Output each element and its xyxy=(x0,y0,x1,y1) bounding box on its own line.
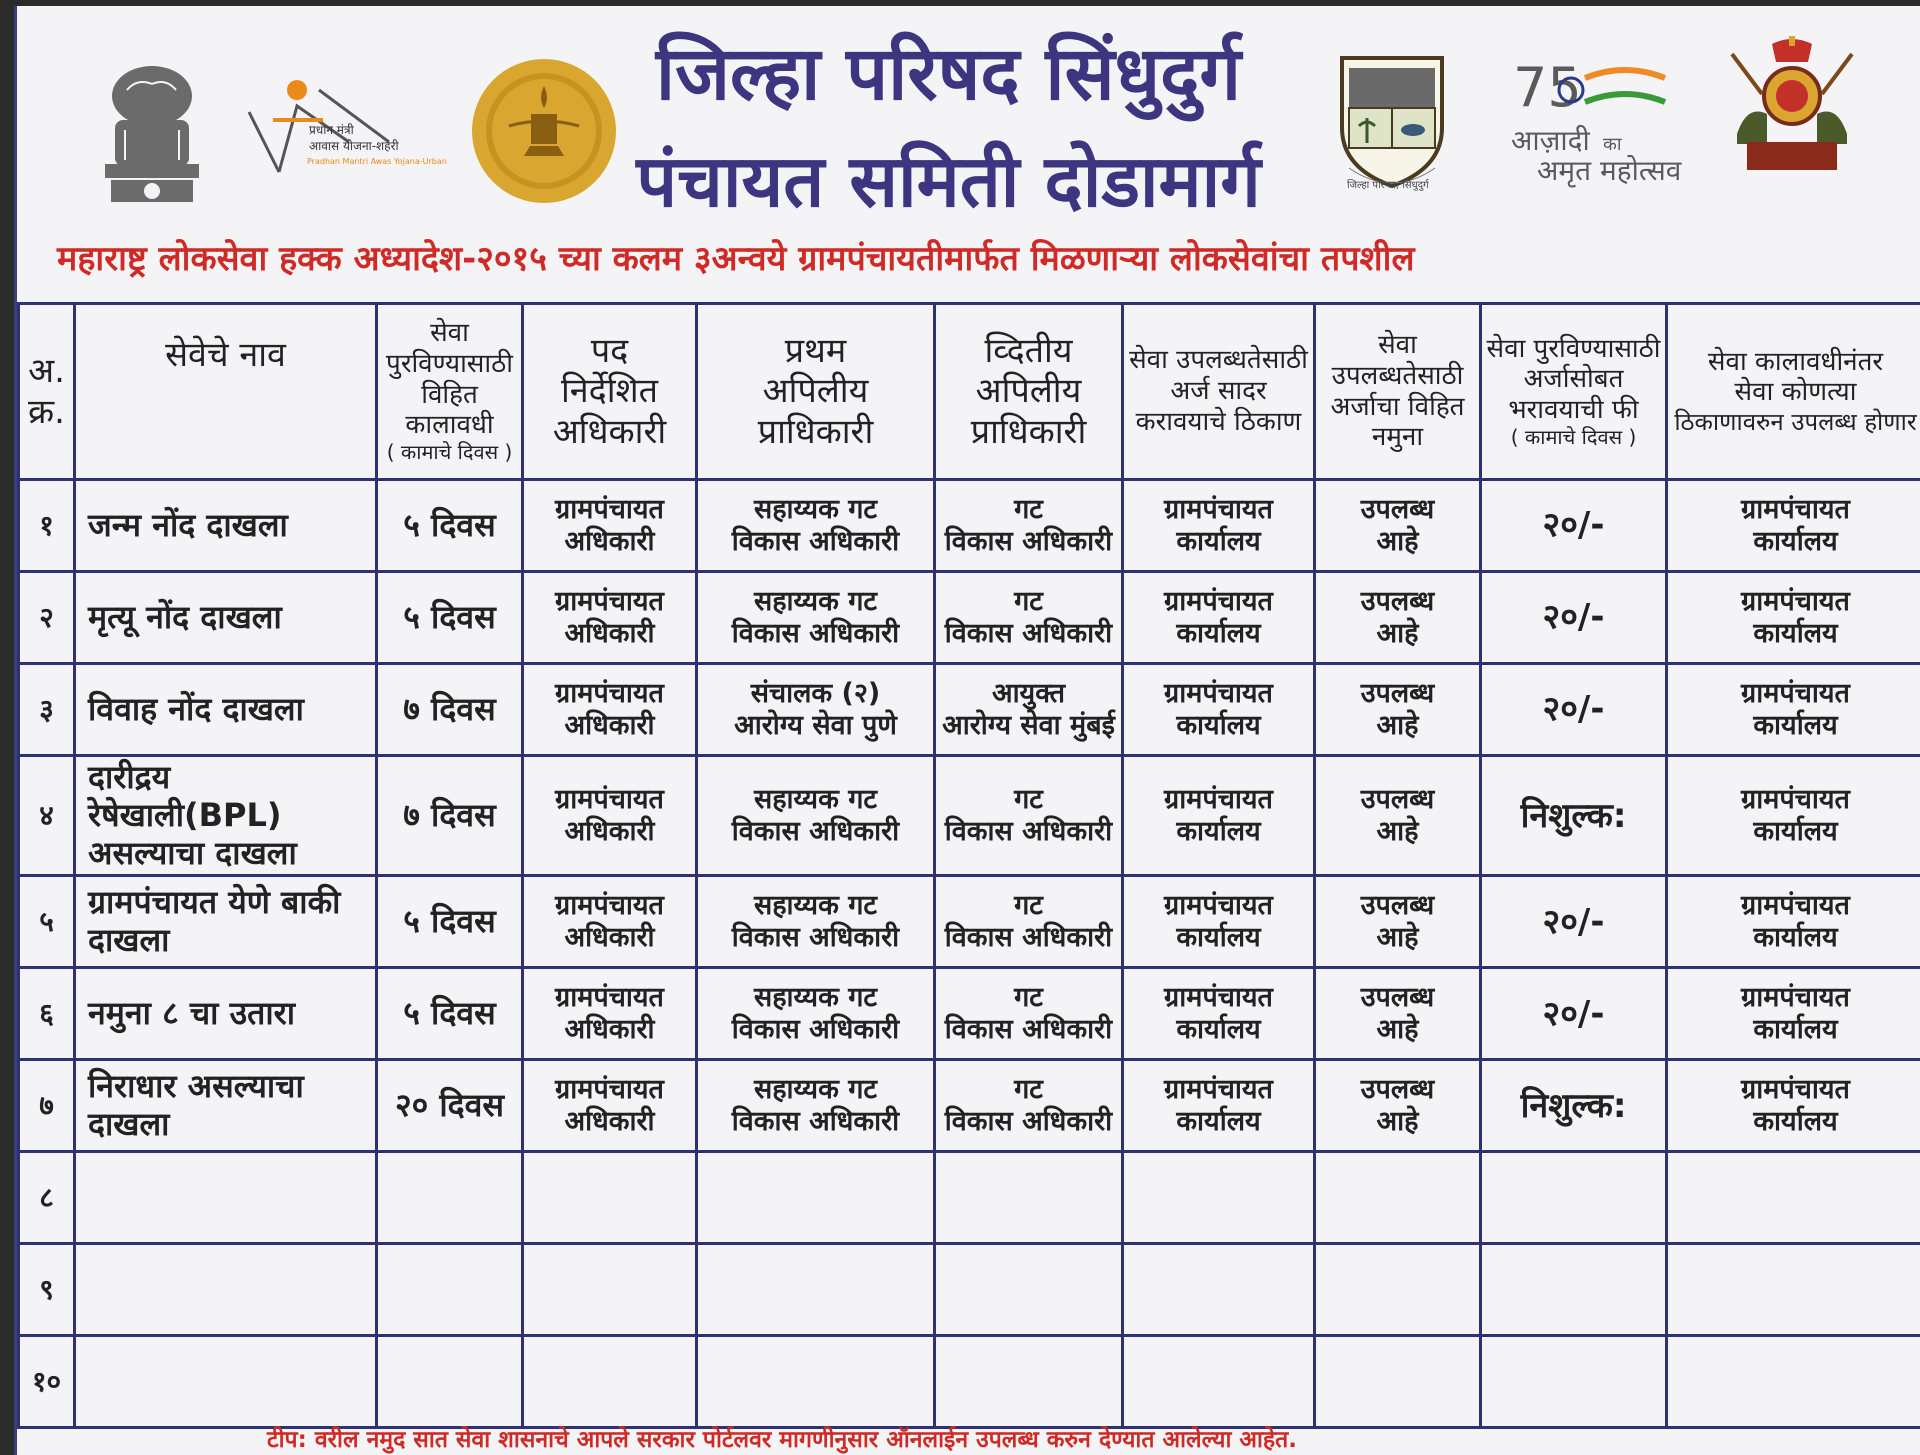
cell-empty xyxy=(377,1152,523,1244)
cell-period: ५ दिवस xyxy=(377,572,523,664)
table-row xyxy=(19,756,1920,876)
azadi-line2: अमृत महोत्सव xyxy=(1537,154,1682,187)
cell-first-appeal: सहाय्यक गट विकास अधिकारी xyxy=(697,876,935,968)
cell-empty xyxy=(377,1336,523,1428)
cell-first-appeal: संचालक (२) आरोग्य सेवा पुणे xyxy=(697,664,935,756)
table-row-empty xyxy=(19,1244,1920,1336)
cell-empty xyxy=(523,1244,697,1336)
cell-officer: ग्रामपंचायत अधिकारी xyxy=(523,968,697,1060)
cell-form: उपलब्ध आहे xyxy=(1315,876,1481,968)
cell-empty xyxy=(935,1152,1123,1244)
cell-officer: ग्रामपंचायत अधिकारी xyxy=(523,480,697,572)
header-fee: सेवा पुरविण्यासाठी अर्जासोबत भरावयाची फी ( कामाचे दिवस ) xyxy=(1481,304,1667,480)
pmay-logo-line3: Pradhan Mantri Awas Yojana-Urban xyxy=(307,157,447,166)
cell-second-appeal: गट विकास अधिकारी xyxy=(935,572,1123,664)
cell-officer: ग्रामपंचायत अधिकारी xyxy=(523,876,697,968)
table-row-empty xyxy=(19,1336,1920,1428)
cell-officer: ग्रामपंचायत अधिकारी xyxy=(523,756,697,876)
table-row xyxy=(19,480,1920,572)
cell-empty xyxy=(1667,1244,1920,1336)
cell-service-name: निराधार असल्याचा दाखला xyxy=(75,1060,377,1152)
zp-crest-label: जिल्हा परिषद, सिंधुदुर्ग xyxy=(1347,180,1429,191)
cell-form: उपलब्ध आहे xyxy=(1315,480,1481,572)
cell-apply-place: ग्रामपंचायत कार्यालय xyxy=(1123,876,1315,968)
cell-fee: २०/- xyxy=(1481,968,1667,1060)
cell-delivery-place: ग्रामपंचायत कार्यालय xyxy=(1667,756,1920,876)
cell-first-appeal: सहाय्यक गट विकास अधिकारी xyxy=(697,572,935,664)
table-header-row xyxy=(19,304,1920,480)
cell-first-appeal: सहाय्यक गट विकास अधिकारी xyxy=(697,756,935,876)
cell-empty xyxy=(1481,1336,1667,1428)
cell-empty xyxy=(697,1152,935,1244)
cell-empty xyxy=(1315,1244,1481,1336)
cell-sr: ३ xyxy=(19,664,75,756)
cell-empty xyxy=(1481,1152,1667,1244)
cell-empty xyxy=(1123,1244,1315,1336)
cell-delivery-place: ग्रामपंचायत कार्यालय xyxy=(1667,572,1920,664)
cell-fee: निशुल्क: xyxy=(1481,756,1667,876)
cell-sr: १ xyxy=(19,480,75,572)
cell-sr: २ xyxy=(19,572,75,664)
cell-fee: २०/- xyxy=(1481,480,1667,572)
cell-delivery-place: ग्रामपंचायत कार्यालय xyxy=(1667,664,1920,756)
cell-apply-place: ग्रामपंचायत कार्यालय xyxy=(1123,968,1315,1060)
cell-empty xyxy=(1315,1336,1481,1428)
cell-period: २० दिवस xyxy=(377,1060,523,1152)
cell-period: ७ दिवस xyxy=(377,664,523,756)
cell-delivery-place: ग्रामपंचायत कार्यालय xyxy=(1667,968,1920,1060)
cell-fee: २०/- xyxy=(1481,572,1667,664)
title-panchayat-samiti: पंचायत समिती दोडामार्ग xyxy=(636,139,1261,223)
pmay-logo-line1: प्रधान मंत्री xyxy=(309,123,354,137)
cell-empty xyxy=(935,1244,1123,1336)
cell-second-appeal: गट विकास अधिकारी xyxy=(935,968,1123,1060)
cell-first-appeal: सहाय्यक गट विकास अधिकारी xyxy=(697,1060,935,1152)
cell-service-name: ग्रामपंचायत येणे बाकी दाखला xyxy=(75,876,377,968)
header-sr: अ. क्र. xyxy=(19,304,75,480)
cell-period: ५ दिवस xyxy=(377,876,523,968)
header-delivery-place: सेवा कालावधीनंतर सेवा कोणत्या ठिकाणावरुन उपलब्ध होणार xyxy=(1667,304,1920,480)
cell-empty xyxy=(523,1152,697,1244)
azadi-line1b: का xyxy=(1603,134,1622,155)
header-officer: पद निर्देशित अधिकारी xyxy=(523,304,697,480)
header-second-appeal: व्दितीय अपिलीय प्राधिकारी xyxy=(935,304,1123,480)
zp-sindhudurg-crest-icon xyxy=(1327,48,1457,198)
cell-period: ७ दिवस xyxy=(377,756,523,876)
cell-second-appeal: गट विकास अधिकारी xyxy=(935,876,1123,968)
cell-empty xyxy=(1315,1152,1481,1244)
table-row xyxy=(19,876,1920,968)
cell-fee: २०/- xyxy=(1481,664,1667,756)
header-form: सेवा उपलब्धतेसाठी अर्जाचा विहित नमुना xyxy=(1315,304,1481,480)
table-row xyxy=(19,664,1920,756)
footer-note: टीप: वरील नमुद सात सेवा शासनाचे आपले सरकार पोर्टलवर मागणीनुसार ऑनलाईन उपलब्ध करुन देण्यात आलेल्या आहेत. xyxy=(267,1427,1297,1453)
header-period: सेवा पुरविण्यासाठी विहित कालावधी ( कामाचे दिवस ) xyxy=(377,304,523,480)
table-row-empty xyxy=(19,1152,1920,1244)
cell-first-appeal: सहाय्यक गट विकास अधिकारी xyxy=(697,968,935,1060)
subtitle-ordinance: महाराष्ट्र लोकसेवा हक्क अध्यादेश-२०१५ च्या कलम ३अन्वये ग्रामपंचायतीमार्फत मिळणाऱ्या लोकसेवांचा तपशील xyxy=(57,239,1415,279)
cell-second-appeal: आयुक्त आरोग्य सेवा मुंबई xyxy=(935,664,1123,756)
cell-apply-place: ग्रामपंचायत कार्यालय xyxy=(1123,664,1315,756)
cell-form: उपलब्ध आहे xyxy=(1315,756,1481,876)
cell-empty xyxy=(1667,1336,1920,1428)
cell-service-name: मृत्यू नोंद दाखला xyxy=(75,572,377,664)
cell-fee: निशुल्क: xyxy=(1481,1060,1667,1152)
cell-period: ५ दिवस xyxy=(377,480,523,572)
cell-delivery-place: ग्रामपंचायत कार्यालय xyxy=(1667,1060,1920,1152)
cell-delivery-place: ग्रामपंचायत कार्यालय xyxy=(1667,876,1920,968)
cell-form: उपलब्ध आहे xyxy=(1315,968,1481,1060)
cell-second-appeal: गट विकास अधिकारी xyxy=(935,480,1123,572)
cell-apply-place: ग्रामपंचायत कार्यालय xyxy=(1123,572,1315,664)
cell-officer: ग्रामपंचायत अधिकारी xyxy=(523,572,697,664)
cell-sr: ५ xyxy=(19,876,75,968)
cell-empty xyxy=(75,1152,377,1244)
cell-sr: ७ xyxy=(19,1060,75,1152)
cell-service-name: जन्म नोंद दाखला xyxy=(75,480,377,572)
cell-empty xyxy=(75,1244,377,1336)
cell-delivery-place: ग्रामपंचायत कार्यालय xyxy=(1667,480,1920,572)
cell-empty xyxy=(1481,1244,1667,1336)
cell-empty xyxy=(523,1336,697,1428)
cell-sr: ४ xyxy=(19,756,75,876)
cell-empty xyxy=(1123,1336,1315,1428)
header-service-name: सेवेचे नाव xyxy=(75,304,377,480)
services-table xyxy=(17,302,1920,1429)
cell-empty xyxy=(75,1336,377,1428)
cell-empty xyxy=(377,1244,523,1336)
cell-apply-place: ग्रामपंचायत कार्यालय xyxy=(1123,1060,1315,1152)
cell-form: उपलब्ध आहे xyxy=(1315,572,1481,664)
cell-service-name: नमुना ८ चा उतारा xyxy=(75,968,377,1060)
cell-empty xyxy=(1667,1152,1920,1244)
cell-form: उपलब्ध आहे xyxy=(1315,664,1481,756)
cell-officer: ग्रामपंचायत अधिकारी xyxy=(523,664,697,756)
cell-empty xyxy=(1123,1152,1315,1244)
cell-service-name: विवाह नोंद दाखला xyxy=(75,664,377,756)
cell-empty xyxy=(935,1336,1123,1428)
azadi-line1: आज़ादी xyxy=(1511,124,1590,157)
cell-empty xyxy=(697,1244,935,1336)
cell-apply-place: ग्रामपंचायत कार्यालय xyxy=(1123,480,1315,572)
azadi-number: 75 xyxy=(1513,56,1582,119)
cell-sr: १० xyxy=(19,1336,75,1428)
azadi-amrit-mahotsav-logo xyxy=(1487,50,1697,190)
header xyxy=(17,6,1920,298)
cell-first-appeal: सहाय्यक गट विकास अधिकारी xyxy=(697,480,935,572)
cell-period: ५ दिवस xyxy=(377,968,523,1060)
notice-board xyxy=(14,6,1920,1455)
cell-apply-place: ग्रामपंचायत कार्यालय xyxy=(1123,756,1315,876)
royal-emblem-icon xyxy=(1717,34,1867,184)
cell-second-appeal: गट विकास अधिकारी xyxy=(935,1060,1123,1152)
cell-officer: ग्रामपंचायत अधिकारी xyxy=(523,1060,697,1152)
header-apply-place: सेवा उपलब्धतेसाठी अर्ज सादर करावयाचे ठिकाण xyxy=(1123,304,1315,480)
cell-sr: ६ xyxy=(19,968,75,1060)
table-row xyxy=(19,572,1920,664)
cell-empty xyxy=(697,1336,935,1428)
header-first-appeal: प्रथम अपिलीय प्राधिकारी xyxy=(697,304,935,480)
cell-sr: ८ xyxy=(19,1152,75,1244)
title-zilla-parishad: जिल्हा परिषद सिंधुदुर्ग xyxy=(655,31,1242,117)
cell-sr: ९ xyxy=(19,1244,75,1336)
cell-service-name: दारीद्रय रेषेखाली(BPL) असल्याचा दाखला xyxy=(75,756,377,876)
table-row xyxy=(19,1060,1920,1152)
cell-form: उपलब्ध आहे xyxy=(1315,1060,1481,1152)
cell-second-appeal: गट विकास अधिकारी xyxy=(935,756,1123,876)
cell-fee: २०/- xyxy=(1481,876,1667,968)
table-row xyxy=(19,968,1920,1060)
pmay-logo-line2: आवास योजना-शहरी xyxy=(309,139,399,153)
